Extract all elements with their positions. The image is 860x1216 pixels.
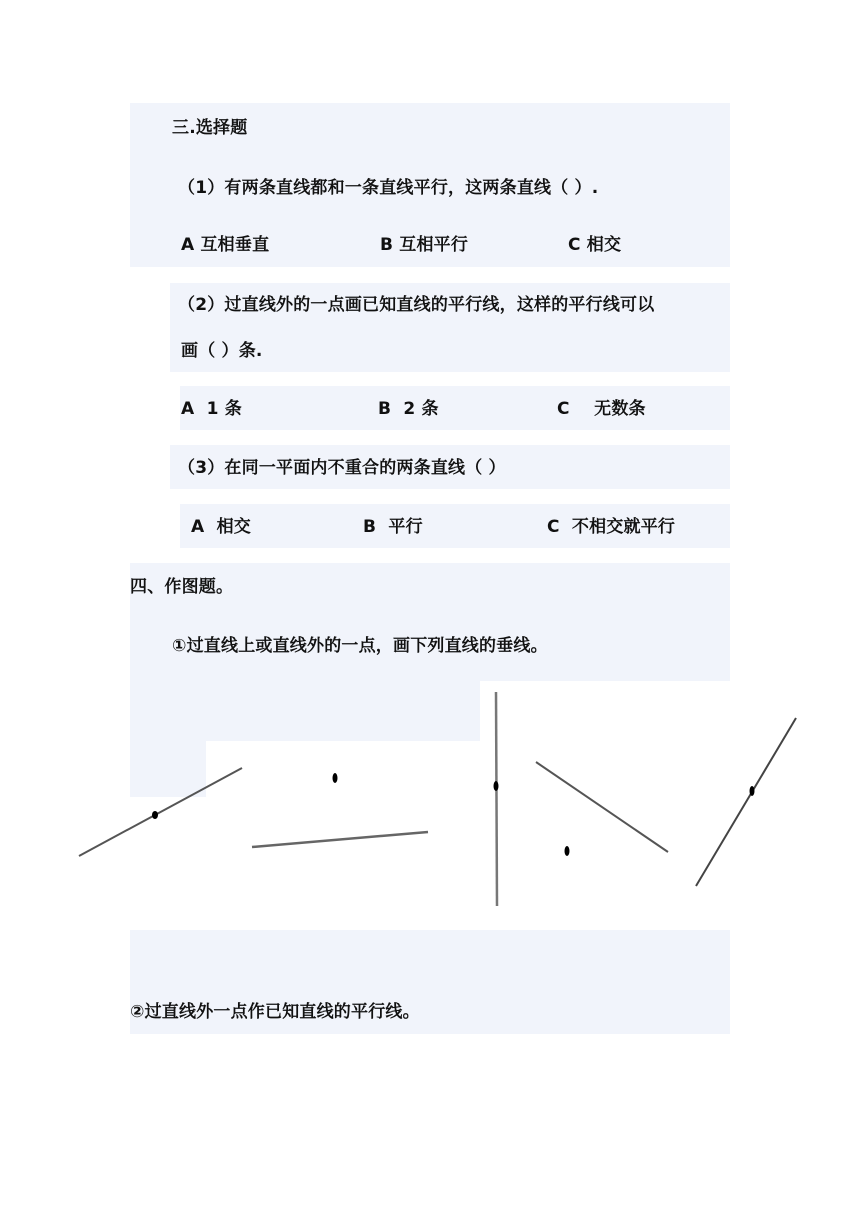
question-2-option-a: A 1 条 bbox=[181, 399, 242, 419]
question-1-option-a: A 互相垂直 bbox=[181, 235, 270, 255]
question-2-option-c: C 无数条 bbox=[557, 399, 646, 419]
figure-point-3 bbox=[494, 781, 499, 791]
question-1-stem: （1）有两条直线都和一条直线平行，这两条直线（ ）. bbox=[178, 178, 599, 198]
figure-point-5 bbox=[750, 786, 755, 796]
figure-line-1 bbox=[79, 768, 242, 856]
figure-line-4 bbox=[536, 762, 668, 852]
section-4-title: 四、作图题。 bbox=[130, 577, 234, 597]
question-1-option-c: C 相交 bbox=[568, 235, 622, 255]
task-2-instruction: ②过直线外一点作已知直线的平行线。 bbox=[130, 1002, 420, 1022]
question-2-stem-line-1: （2）过直线外的一点画已知直线的平行线，这样的平行线可以 bbox=[178, 295, 655, 315]
question-3-option-a: A 相交 bbox=[191, 517, 251, 537]
section-3-title: 三.选择题 bbox=[172, 118, 248, 138]
shade-band-3 bbox=[180, 386, 730, 430]
figure-point-2 bbox=[333, 773, 338, 783]
figure-line-5 bbox=[696, 718, 796, 886]
perpendicular-exercise-figure bbox=[0, 680, 860, 920]
question-3-option-b: B 平行 bbox=[363, 517, 423, 537]
figure-point-1 bbox=[152, 811, 158, 819]
figure-line-2 bbox=[252, 832, 428, 847]
question-2-stem-line-2: 画（ ）条. bbox=[181, 341, 263, 361]
question-3-stem: （3）在同一平面内不重合的两条直线（ ） bbox=[178, 458, 506, 478]
figure-line-3 bbox=[496, 692, 497, 906]
question-3-option-c: C 不相交就平行 bbox=[547, 517, 676, 537]
question-2-option-b: B 2 条 bbox=[378, 399, 439, 419]
question-1-option-b: B 互相平行 bbox=[380, 235, 469, 255]
task-1-instruction: ①过直线上或直线外的一点，画下列直线的垂线。 bbox=[172, 636, 548, 656]
figure-point-4 bbox=[565, 846, 570, 856]
